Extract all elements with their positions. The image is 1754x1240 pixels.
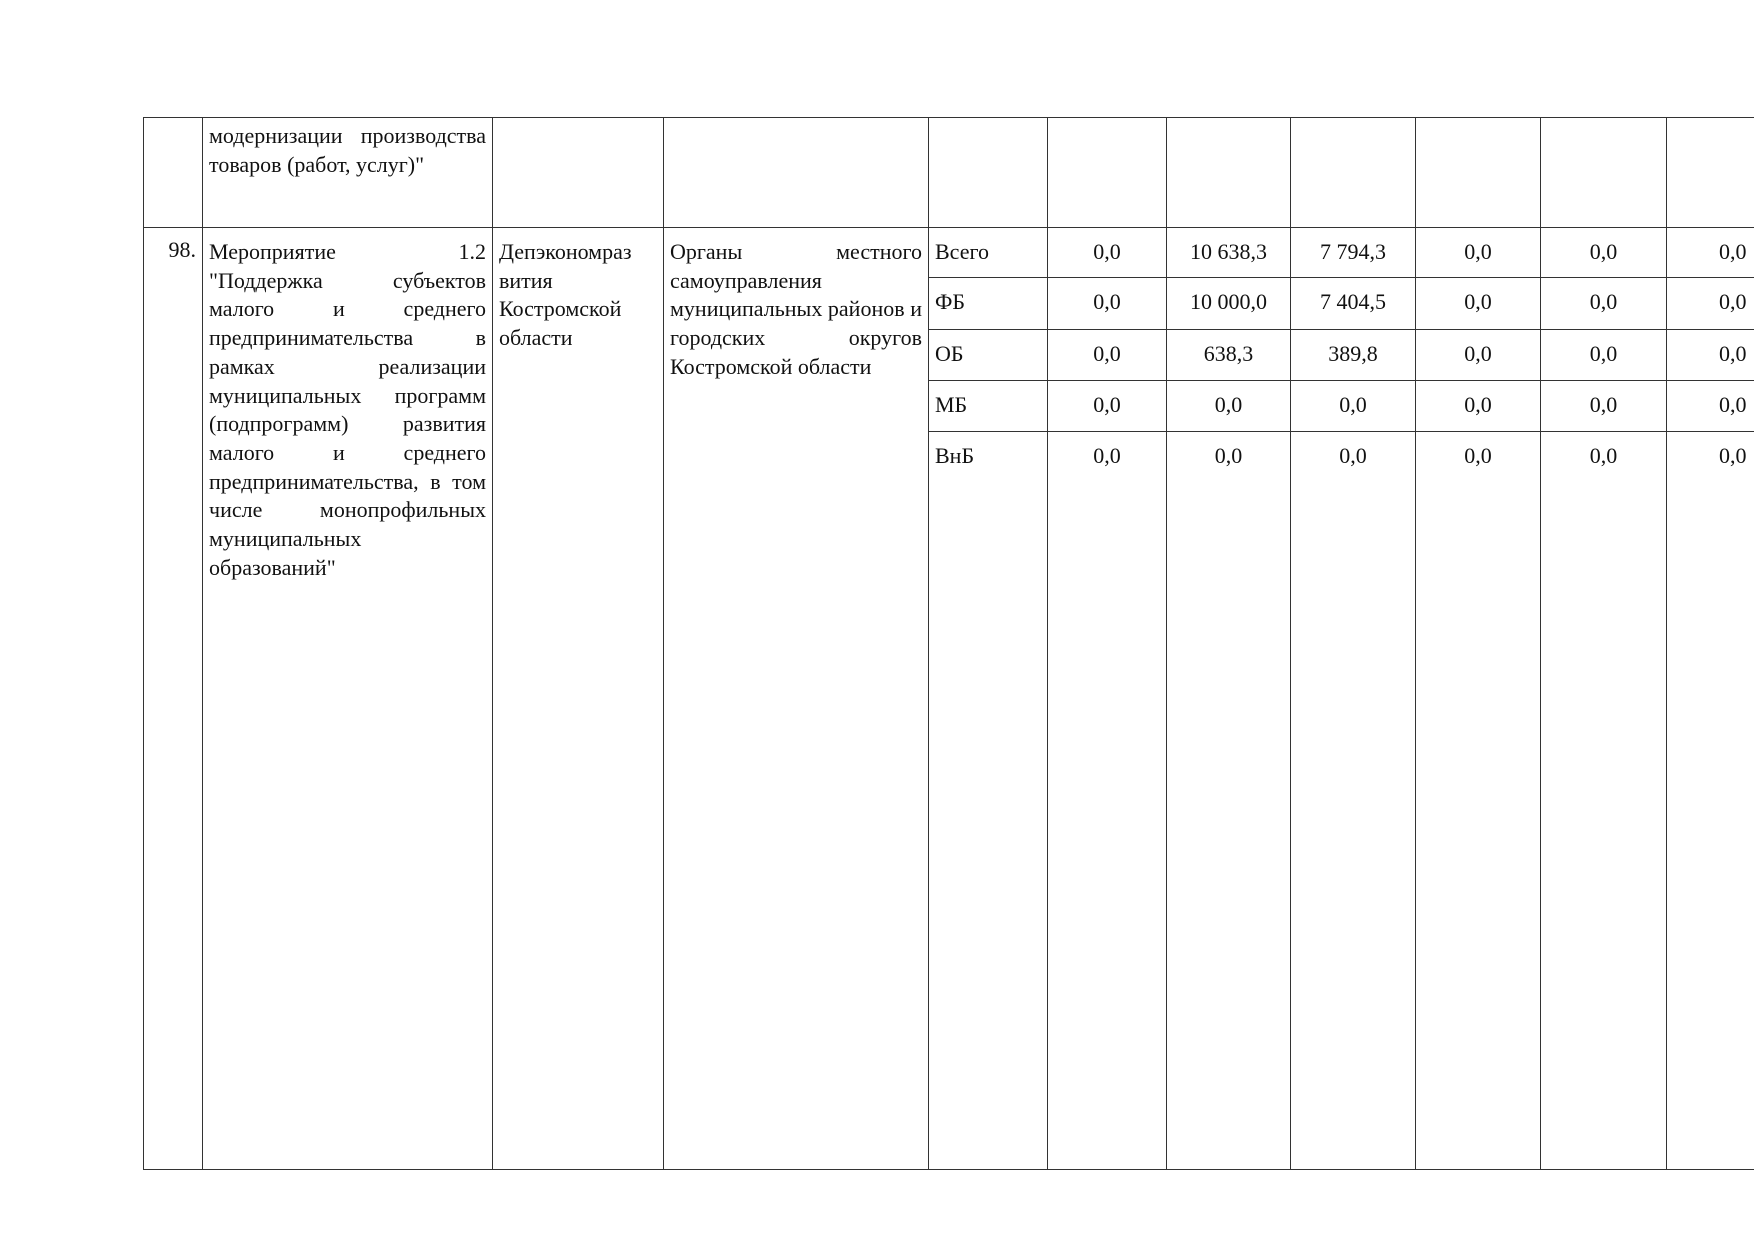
cell-value: 638,3 bbox=[1167, 330, 1291, 381]
cell-value: 0,0 bbox=[1048, 228, 1167, 278]
cell-value bbox=[1048, 118, 1167, 228]
cell-value: 0,0 bbox=[1416, 381, 1541, 432]
cell-name: Мероприятие 1.2 "Поддержка субъектов малого и среднего предпринимательства в рамках реализации муниципальных программ (подпрограмм) развития малого и среднего предпринимательства, в том числе монопрофильных муниципальных образований" bbox=[203, 228, 493, 1170]
funding-table bbox=[143, 117, 1754, 1170]
cell-value: 0,0 bbox=[1667, 278, 1754, 330]
cell-value: 0,0 bbox=[1416, 432, 1541, 1170]
cell-responsible bbox=[493, 118, 664, 228]
cell-value bbox=[1667, 118, 1754, 228]
cell-value: 7 404,5 bbox=[1291, 278, 1416, 330]
cell-value: 0,0 bbox=[1048, 330, 1167, 381]
cell-source: МБ bbox=[929, 381, 1048, 432]
cell-value: 10 638,3 bbox=[1167, 228, 1291, 278]
cell-value: 0,0 bbox=[1667, 330, 1754, 381]
cell-value: 0,0 bbox=[1048, 278, 1167, 330]
cell-value: 0,0 bbox=[1167, 381, 1291, 432]
cell-value bbox=[1291, 118, 1416, 228]
cell-value: 0,0 bbox=[1541, 432, 1667, 1170]
cell-source: ФБ bbox=[929, 278, 1048, 330]
cell-value: 0,0 bbox=[1541, 278, 1667, 330]
cell-value: 0,0 bbox=[1667, 228, 1754, 278]
cell-number bbox=[144, 118, 203, 228]
cell-source bbox=[929, 118, 1048, 228]
cell-participants: Органы местного самоуправления муниципальных районов и городских округов Костромской области bbox=[664, 228, 929, 1170]
cell-value bbox=[1416, 118, 1541, 228]
cell-value: 0,0 bbox=[1416, 330, 1541, 381]
cell-source: ОБ bbox=[929, 330, 1048, 381]
cell-value: 389,8 bbox=[1291, 330, 1416, 381]
cell-value: 0,0 bbox=[1167, 432, 1291, 1170]
cell-value: 0,0 bbox=[1541, 381, 1667, 432]
cell-value: 0,0 bbox=[1667, 381, 1754, 432]
cell-responsible: Депэкономраз вития Костромской области bbox=[493, 228, 664, 1170]
cell-value: 0,0 bbox=[1291, 381, 1416, 432]
cell-value: 0,0 bbox=[1291, 432, 1416, 1170]
cell-value bbox=[1167, 118, 1291, 228]
cell-number: 98. bbox=[144, 228, 203, 1170]
cell-value: 0,0 bbox=[1416, 278, 1541, 330]
table-row-continuation bbox=[144, 118, 1754, 228]
cell-value: 0,0 bbox=[1541, 228, 1667, 278]
cell-name: модернизации производства товаров (работ, услуг)" bbox=[203, 118, 493, 228]
cell-participants bbox=[664, 118, 929, 228]
cell-value: 7 794,3 bbox=[1291, 228, 1416, 278]
cell-value: 0,0 bbox=[1416, 228, 1541, 278]
cell-value: 10 000,0 bbox=[1167, 278, 1291, 330]
cell-value bbox=[1541, 118, 1667, 228]
cell-value: 0,0 bbox=[1048, 381, 1167, 432]
cell-source: Всего bbox=[929, 228, 1048, 278]
cell-value: 0,0 bbox=[1667, 432, 1754, 1170]
table-row-98 bbox=[144, 228, 1754, 278]
cell-source: ВнБ bbox=[929, 432, 1048, 1170]
cell-value: 0,0 bbox=[1048, 432, 1167, 1170]
cell-value: 0,0 bbox=[1541, 330, 1667, 381]
